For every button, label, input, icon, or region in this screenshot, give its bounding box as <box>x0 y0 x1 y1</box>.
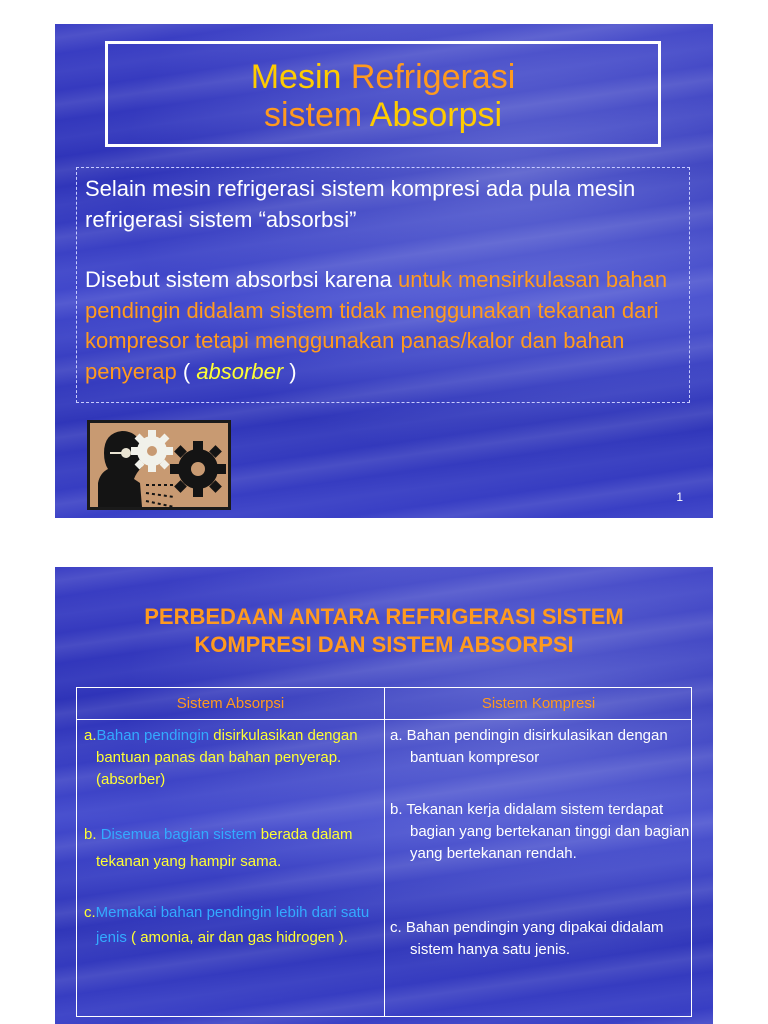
title-word-absorpsi: Absorpsi <box>369 96 503 134</box>
kompresi-item-a: a. Bahan pendingin disirkulasikan dengan bantuan kompresor <box>390 727 668 766</box>
absorpsi-item-c-cyan: Memakai bahan pendingin lebih dari satu jenis <box>95 904 370 946</box>
body-paragraph-1: Selain mesin refrigerasi sistem kompresi ada pula mesin refrigerasi sistem “absorbsi” <box>85 176 636 232</box>
para2-paren-close: ) <box>283 358 297 384</box>
table-header-divider <box>77 719 691 720</box>
slide-2-title-line-2: KOMPRESI DAN SISTEM ABSORPSI <box>194 632 574 657</box>
table-header-kompresi: Sistem Kompresi <box>481 695 596 712</box>
title-word-refrigerasi: Refrigerasi <box>350 58 516 96</box>
slide-2-title-line-1: PERBEDAAN ANTARA REFRIGERASI SISTEM <box>144 604 624 629</box>
absorpsi-item-a-cyan: Bahan pendingin <box>96 727 210 744</box>
gears-head-icon <box>90 423 228 507</box>
absorpsi-item-b-prefix: b. <box>84 826 101 843</box>
slide-2-title <box>55 603 713 659</box>
comparison-table <box>76 687 692 1017</box>
absorpsi-item-c-prefix: c. <box>84 904 96 921</box>
absorpsi-item-a-prefix: a. <box>84 727 97 744</box>
absorpsi-item-a-text: disirkulasikan dengan bantuan panas dan bahan penyerap. (absorber) <box>96 727 358 788</box>
absorpsi-item-c <box>84 900 392 950</box>
slide-2 <box>55 567 713 1024</box>
kompresi-item-c: c. Bahan pendingin yang dipakai didalam sistem hanya satu jenis. <box>390 919 664 958</box>
title-word-sistem: sistem <box>263 96 363 134</box>
absorpsi-item-a <box>84 725 392 791</box>
slide-1 <box>55 24 713 518</box>
absorpsi-item-b <box>84 821 392 875</box>
gears-head-illustration <box>87 420 231 510</box>
absorpsi-item-b-text: berada dalam tekanan yang hampir sama. <box>96 826 353 870</box>
title-word-mesin: Mesin <box>250 58 342 96</box>
kompresi-item-b: b. Tekanan kerja didalam sistem terdapat bagian yang bertekanan tinggi dan bagian yang bertekanan rendah. <box>390 801 690 862</box>
absorpsi-item-b-cyan: Disemua bagian sistem <box>100 826 257 843</box>
page-number: 1 <box>676 490 683 504</box>
table-header-absorpsi: Sistem Absorpsi <box>176 695 285 712</box>
para2-highlight: untuk mensirkulasan bahan pendingin didalam sistem tidak menggunakan tekanan dari kompresor tetapi menggunakan panas/kalor dan bahan penyerap <box>85 267 668 384</box>
para2-intro: Disebut sistem absorbsi karena <box>85 267 399 292</box>
body-paragraph-2 <box>85 265 681 387</box>
para2-paren-open: ( <box>182 358 197 384</box>
absorpsi-item-c-text: ( amonia, air dan gas hidrogen ). <box>126 929 348 946</box>
para2-absorber: absorber <box>196 358 284 384</box>
slide-1-body <box>76 167 690 403</box>
slide-1-title <box>105 41 661 147</box>
